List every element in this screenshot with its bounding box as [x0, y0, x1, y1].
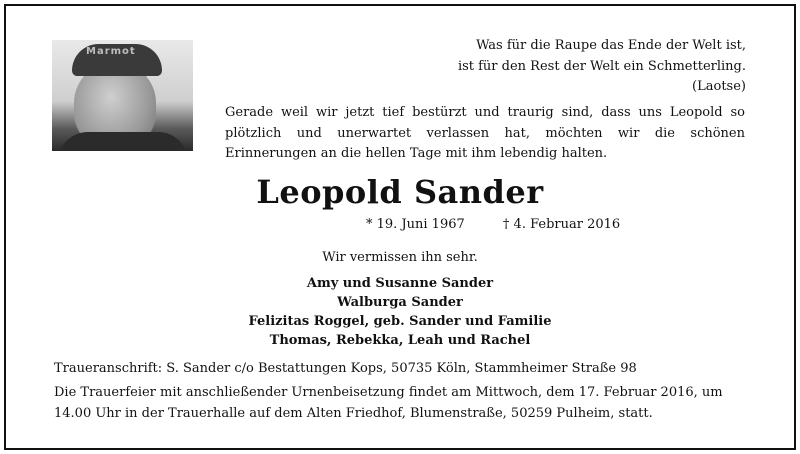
birth-date: * 19. Juni 1967 — [366, 217, 465, 232]
portrait-jacket — [58, 132, 188, 151]
mourner-line: Amy und Susanne Sander — [306, 276, 494, 291]
death-date: † 4. Februar 2016 — [502, 217, 621, 232]
life-dates — [366, 216, 620, 234]
mourner-line: Thomas, Rebekka, Leah und Rachel — [269, 333, 531, 348]
quote-line-1: Was für die Raupe das Ende der Welt ist, — [476, 38, 746, 53]
quote-line-2: ist für den Rest der Welt ein Schmetterling. — [457, 58, 746, 74]
deceased-name: Leopold Sander — [256, 173, 544, 211]
mourners-list — [0, 274, 800, 350]
intro-text: Gerade weil wir jetzt tief bestürzt und traurig sind, dass uns Leopold so plötzlich und unerwartet verlassen hat, möchten wir die schönen Erinnerungen an die hellen Tage mit ihm lebendig halten. — [225, 105, 745, 161]
mourner-line: Felizitas Roggel, geb. Sander und Familie — [248, 314, 552, 329]
mourning-address: Traueranschrift: S. Sander c/o Bestattungen Kops, 50735 Köln, Stammheimer Straße 98 — [54, 361, 637, 376]
portrait-photo — [52, 40, 193, 151]
ceremony-info: Die Trauerfeier mit anschließender Urnenbeisetzung findet am Mittwoch, dem 17. Februar 2016, um 14.00 Uhr in der Trauerhalle auf dem Alten Friedhof, Blumenstraße, 50259 Pulheim, statt. — [54, 385, 723, 421]
mourner-line: Walburga Sander — [337, 295, 463, 310]
miss-line: Wir vermissen ihn sehr. — [322, 250, 478, 265]
quote-author: (Laotse) — [692, 79, 746, 94]
quote-block — [458, 36, 746, 98]
cap-logo-text: Marmot — [86, 46, 136, 57]
